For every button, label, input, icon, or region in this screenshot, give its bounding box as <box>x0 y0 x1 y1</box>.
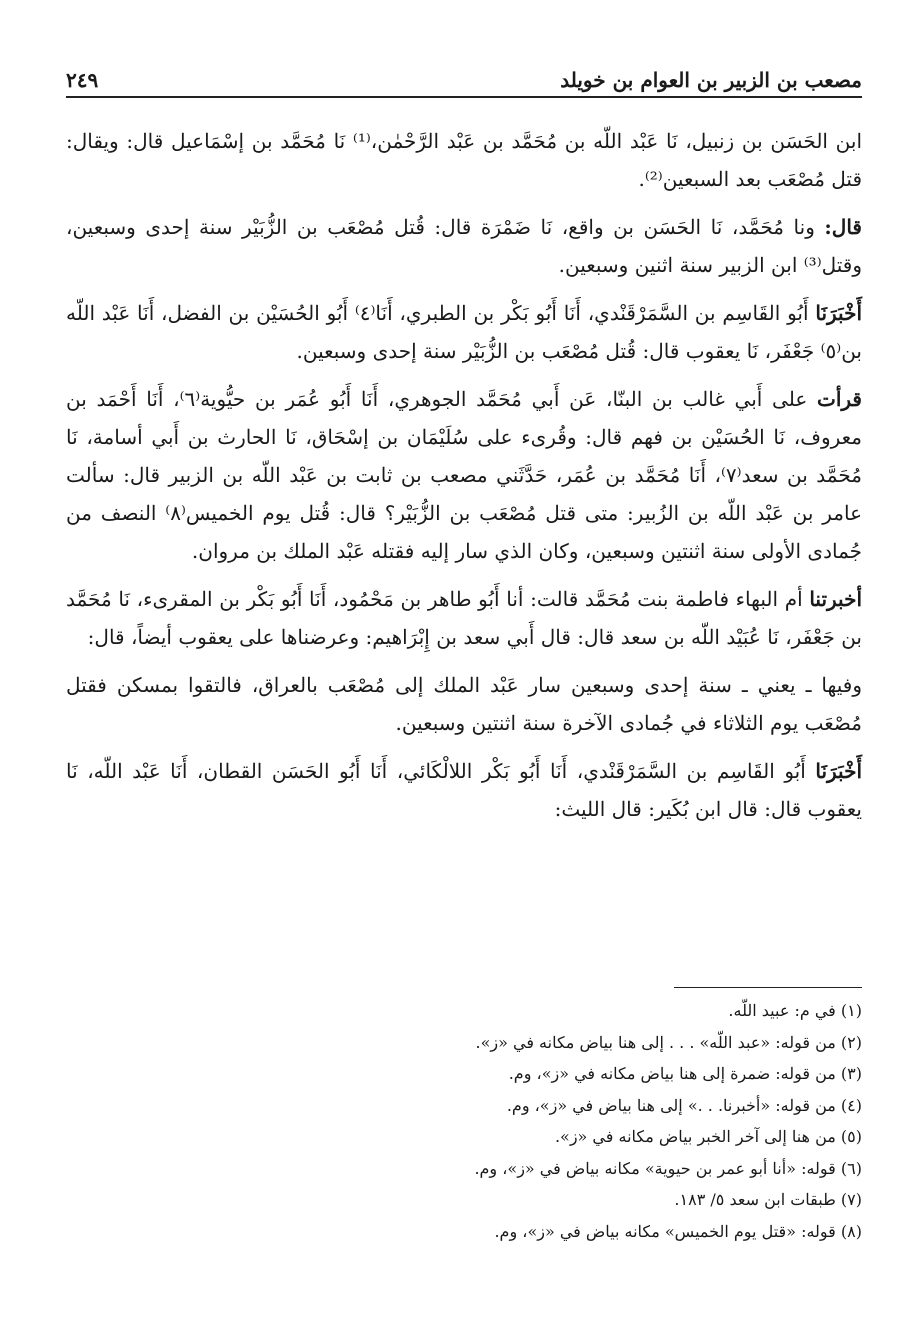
page-header <box>66 52 862 98</box>
footnote: (٢) من قوله: «عبد اللّه» . . . إلى هنا بياض مكانه في «ز». <box>475 1032 862 1052</box>
paragraph-lead: أخبرتنا <box>809 587 862 611</box>
paragraph-text: أَبُو القَاسِم بن السَّمَرْقَنْدي، أَنَا أَبُو بَكْر اللالْكَائي، أَنَا أَبُو الحَسَن القطان، أَنَا عَبْد اللّه، نَا يعقوب قال: قال ابن بُكَير: قال الليث: <box>66 759 862 821</box>
footnote: (٣) من قوله: ضمرة إلى هنا بياض مكانه في «ز»، وم. <box>508 1064 862 1083</box>
paragraph-text: ونا مُحَمَّد، نَا الحَسَن بن واقع، نَا ضَمْرَة قال: قُتل مُصْعَب بن الزُّبَيْر سنة إحدى وسبعين، وقتل⁽³⁾ ابن الزبير سنة اثنين وسبعين. <box>66 215 862 277</box>
paragraph <box>66 752 862 828</box>
paragraph <box>66 666 862 742</box>
paragraph-text: ابن الحَسَن بن زنبيل، نَا عَبْد اللّه بن مُحَمَّد بن عَبْد الرَّحْمٰن،⁽¹⁾ نَا مُحَمَّد بن إسْمَاعيل قال: ويقال: قتل مُصْعَب بعد السبعين⁽²⁾. <box>66 129 863 191</box>
main-text <box>66 122 862 838</box>
footnote: (٥) من هنا إلى آخر الخبر بياض مكانه في «ز». <box>554 1127 862 1146</box>
paragraph-lead: قرأت <box>817 387 862 411</box>
paragraph-text: أم البهاء فاطمة بنت مُحَمَّد قالت: أنا أَبُو طاهر بن مَحْمُود، أَنَا أَبُو بَكْر بن المقرىء، نَا مُحَمَّد بن جَعْفَر، نَا عُبَيْد اللّه بن سعد قال: قال أَبي سعد بن إِبْرَاهيم: وعرضناها على يعقوب أيضاً، قال: <box>66 587 862 649</box>
footnote: (٧) طبقات ابن سعد ٥/ ١٨٣. <box>674 1190 862 1209</box>
paragraph-text: وفيها ـ يعني ـ سنة إحدى وسبعين سار عَبْد الملك إلى مُصْعَب بالعراق، فالتقوا بمسكن فقتل مُصْعَب يوم الثلاثاء في جُمادى الآخرة سنة اثنتين وسبعين. <box>66 673 862 735</box>
paragraph-lead: قال: <box>824 215 862 239</box>
paragraph <box>66 294 862 370</box>
paragraph-lead: أَخْبَرَنَا <box>815 759 862 783</box>
running-title: مصعب بن الزبير بن العوام بن خويلد <box>560 68 862 92</box>
paragraph-lead: أَخْبَرَنَا <box>815 301 862 325</box>
page-number: ٢٤٩ <box>66 68 99 92</box>
footnote: (٦) قوله: «أنا أبو عمر بن حيوية» مكانه بياض في «ز»، وم. <box>474 1158 862 1178</box>
paragraph <box>66 208 862 284</box>
footnotes <box>120 995 862 1247</box>
paragraph <box>66 580 862 656</box>
footnote: (٤) من قوله: «أخبرنا. . .» إلى هنا بياض في «ز»، وم. <box>506 1095 862 1115</box>
paragraph-text: أَبُو القَاسِم بن السَّمَرْقَنْدي، أَنَا أَبُو بَكْر بن الطبري، أَنَا⁽٤⁾ أَبُو الحُسَيْن بن الفضل، أَنَا عَبْد اللّه بن⁽٥⁾ جَعْفَر، نَا يعقوب قال: قُتل مُصْعَب بن الزُّبَيْر سنة إحدى وسبعين. <box>66 301 862 363</box>
paragraph <box>66 122 862 198</box>
footnote-separator <box>674 987 862 988</box>
footnote: (٨) قوله: «قتل يوم الخميس» مكانه بياض في «ز»، وم. <box>494 1221 862 1241</box>
footnote: (١) في م: عبيد اللّه. <box>728 1001 862 1020</box>
paragraph-text: على أَبي غالب بن البنّا، عَن أَبي مُحَمَّد الجوهري، أَنَا أَبُو عُمَر بن حيُّوية⁽٦⁾، أَنَا أَحْمَد بن معروف، نَا الحُسَيْن بن فهم قال: وقُرىء على سُلَيْمَان بن إسْحَاق، نَا الحارث بن أَبي أسامة، نَا مُحَمَّد بن سعد⁽٧⁾، أَنَا مُحَمَّد بن عُمَر، حَدَّثَني مصعب بن ثابت بن عَبْد اللّه بن الزبير قال: سألت عامر بن عَبْد اللّه بن الزُبير: متى قتل مُصْعَب بن الزُّبَيْر؟ قال: قُتل يوم الخميس⁽٨⁾ النصف من جُمادى الأولى سنة اثنتين وسبعين، وكان الذي سار إليه فقتله عَبْد الملك بن مروان. <box>66 387 862 563</box>
paragraph <box>66 380 862 570</box>
